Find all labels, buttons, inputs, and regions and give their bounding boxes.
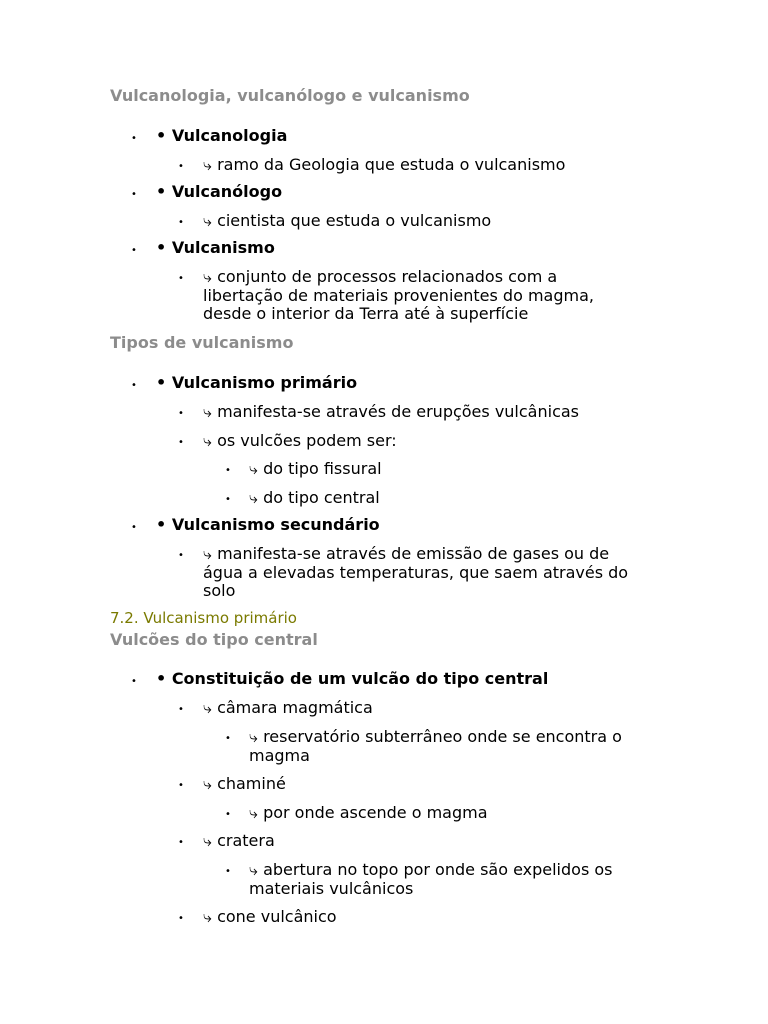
list-item-definition [203, 545, 653, 601]
section-heading-vulcanologia: Vulcanologia, vulcanólogo e vulcanismo [110, 86, 470, 105]
list-bullet: • [225, 733, 231, 744]
list-bullet: • [178, 913, 184, 924]
term-label: Vulcanismo primário [171, 373, 358, 392]
arrow-icon: ⤷ [203, 907, 212, 926]
list-bullet: • [225, 866, 231, 877]
list-bullet: • [178, 704, 184, 715]
inline-bullet: • [156, 238, 167, 257]
list-bullet: • [178, 780, 184, 791]
inline-bullet: • [156, 515, 167, 534]
list-bullet: • [178, 550, 184, 561]
subtype-text: do tipo fissural [263, 459, 382, 478]
arrow-icon: ⤷ [249, 803, 258, 822]
section-heading-vulcoes-central: Vulcões do tipo central [110, 630, 318, 649]
list-item-definition [203, 403, 579, 422]
arrow-icon: ⤷ [249, 459, 258, 478]
arrow-icon: ⤷ [203, 774, 212, 793]
definition-text: ramo da Geologia que estuda o vulcanismo [217, 155, 566, 174]
part-text: cratera [217, 831, 275, 850]
list-item-part-definition [249, 728, 649, 765]
arrow-icon: ⤷ [249, 860, 258, 879]
inline-bullet: • [156, 669, 167, 688]
list-item-part [203, 699, 373, 718]
part-text: câmara magmática [217, 698, 373, 717]
section-heading-tipos: Tipos de vulcanismo [110, 333, 294, 352]
list-item-subtype [249, 460, 382, 479]
term-label: Vulcanismo secundário [171, 515, 380, 534]
part-text: cone vulcânico [217, 907, 337, 926]
definition-text: por onde ascende o magma [263, 803, 488, 822]
arrow-icon: ⤷ [249, 727, 258, 746]
list-item-part-definition [249, 861, 649, 898]
list-bullet: • [131, 380, 137, 391]
term-label: Vulcanologia [171, 126, 288, 145]
list-bullet: • [178, 273, 184, 284]
arrow-icon: ⤷ [203, 544, 212, 563]
list-bullet: • [131, 245, 137, 256]
list-item-subtype [249, 489, 380, 508]
arrow-icon: ⤷ [203, 155, 212, 174]
list-bullet: • [178, 837, 184, 848]
chapter-heading: 7.2. Vulcanismo primário [110, 609, 297, 627]
list-item-vulcanologia [156, 127, 287, 146]
arrow-icon: ⤷ [203, 698, 212, 717]
list-item-part [203, 908, 337, 927]
term-label: Constituição de um vulcão do tipo central [171, 669, 549, 688]
list-item-part [203, 832, 275, 851]
arrow-icon: ⤷ [203, 831, 212, 850]
list-bullet: • [178, 161, 184, 172]
list-item-vulcanismo-secundario [156, 516, 380, 535]
list-item-definition [203, 432, 397, 451]
arrow-icon: ⤷ [249, 488, 258, 507]
inline-bullet: • [156, 182, 167, 201]
arrow-icon: ⤷ [203, 211, 212, 230]
definition-text: abertura no topo por onde são expelidos os materiais vulcânicos [249, 860, 613, 898]
term-label: Vulcanismo [171, 238, 275, 257]
list-item-vulcanismo-primario [156, 374, 357, 393]
definition-text: manifesta-se através de erupções vulcânicas [217, 402, 579, 421]
arrow-icon: ⤷ [203, 267, 212, 286]
list-item-definition [203, 156, 565, 175]
term-label: Vulcanólogo [171, 182, 283, 201]
list-bullet: • [225, 465, 231, 476]
list-item-definition [203, 212, 491, 231]
definition-text: conjunto de processos relacionados com a libertação de materiais provenientes do magma, desde o interior da Terra até à superfície [203, 267, 594, 323]
list-item-vulcanismo [156, 239, 275, 258]
subtype-text: do tipo central [263, 488, 380, 507]
list-bullet: • [131, 133, 137, 144]
arrow-icon: ⤷ [203, 402, 212, 421]
definition-text: os vulcões podem ser: [217, 431, 397, 450]
inline-bullet: • [156, 373, 167, 392]
list-bullet: • [131, 522, 137, 533]
list-bullet: • [178, 217, 184, 228]
part-text: chaminé [217, 774, 286, 793]
list-item-constituicao [156, 670, 548, 689]
list-bullet: • [225, 494, 231, 505]
list-bullet: • [225, 809, 231, 820]
list-item-part [203, 775, 286, 794]
list-bullet: • [178, 408, 184, 419]
list-item-vulcanologo [156, 183, 282, 202]
list-bullet: • [178, 437, 184, 448]
list-bullet: • [131, 189, 137, 200]
definition-text: manifesta-se através de emissão de gases ou de água a elevadas temperaturas, que saem através do solo [203, 544, 629, 600]
list-item-definition [203, 268, 603, 324]
list-item-part-definition [249, 804, 488, 823]
definition-text: reservatório subterrâneo onde se encontra o magma [249, 727, 622, 765]
definition-text: cientista que estuda o vulcanismo [217, 211, 492, 230]
inline-bullet: • [156, 126, 167, 145]
arrow-icon: ⤷ [203, 431, 212, 450]
list-bullet: • [131, 676, 137, 687]
